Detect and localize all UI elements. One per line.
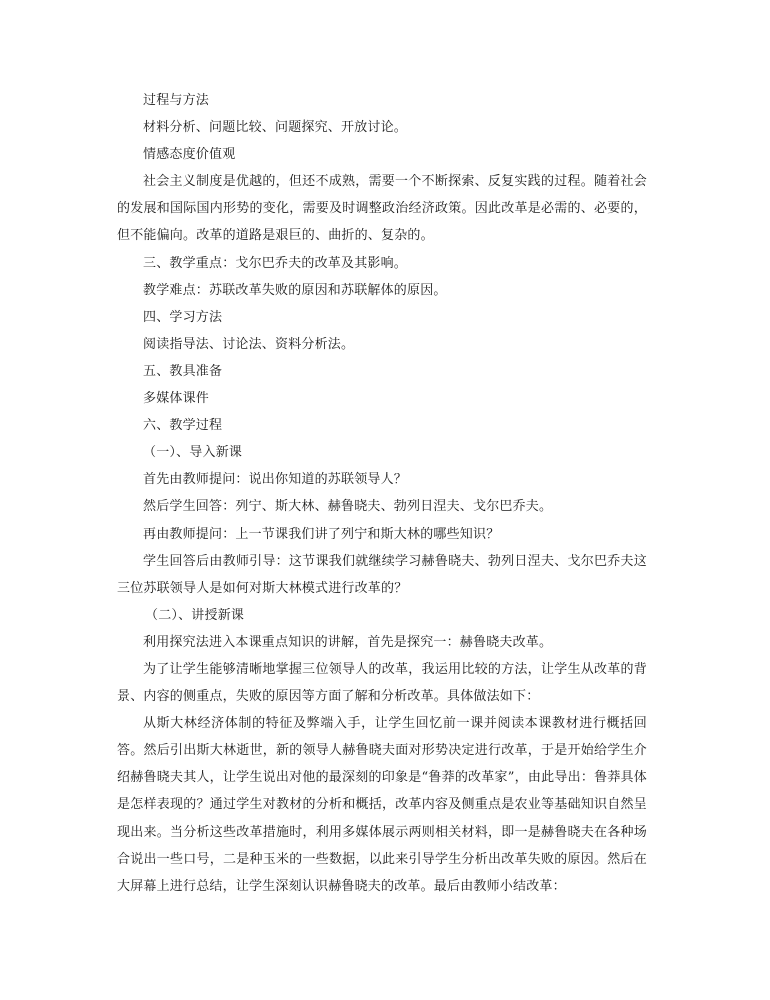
paragraph-student-answer-1: 然后学生回答：列宁、斯大林、赫鲁晓夫、勃列日涅夫、戈尔巴乔夫。	[143, 499, 553, 515]
section-heading-process-methods: 过程与方法	[143, 93, 210, 108]
section-heading-teaching-aids: 五、教具准备	[143, 363, 223, 379]
subheading-new-lesson: （二）、讲授新课	[145, 607, 245, 623]
paragraph-teacher-question-2: 再由教师提问：上一节课我们讲了列宁和斯大林的哪些知识？	[143, 526, 500, 542]
section-heading-teaching-process: 六、教学过程	[143, 418, 223, 434]
paragraph-learning-methods: 阅读指导法、讨论法、资料分析法。	[143, 336, 355, 352]
section-heading-learning-methods: 四、学习方法	[143, 309, 223, 325]
paragraph-comparison-method: 为了让学生能够清晰地掌握三位领导人的改革，我运用比较的方法，让学生从改革的背景、内容的侧重点，失败的原因等方面了解和分析改革。具体做法如下：	[117, 661, 647, 705]
paragraph-socialism-reform: 社会主义制度是优越的，但还不成熟，需要一个不断探索、反复实践的过程。随着社会的发展和国际国内形势的变化，需要及时调整政治经济政策。因此改革是必需的、必要的，但不能偏向。改革的道路是艰巨的、曲折的、复杂的。	[117, 174, 647, 244]
section-heading-attitudes-values: 情感态度价值观	[143, 147, 236, 163]
paragraph-inquiry-one: 利用探究法进入本课重点知识的讲解，首先是探究一：赫鲁晓夫改革。	[143, 634, 553, 650]
paragraph-multimedia: 多媒体课件	[143, 391, 210, 407]
document-body	[117, 87, 647, 900]
section-heading-key-points: 三、教学重点：戈尔巴乔夫的改革及其影响。	[143, 255, 408, 271]
paragraph-methods-list: 材料分析、问题比较、问题探究、开放讨论。	[143, 120, 408, 136]
subheading-introduction: （一）、导入新课	[143, 445, 243, 461]
paragraph-khrushchev-reform: 从斯大林经济体制的特征及弊端入手，让学生回忆前一课并阅读本课教材进行概括回答。然后引出斯大林逝世，新的领导人赫鲁晓夫面对形势决定进行改革，于是开始给学生介绍赫鲁晓夫其人，让学生说出对他的最深刻的印象是“鲁莽的改革家”，由此导出：鲁莽具体是怎样表现的？通过学生对教材的分析和概括，改革内容及侧重点是农业等基础知识自然呈现出来。当分析这些改革措施时，利用多媒体展示两则相关材料，即一是赫鲁晓夫在各种场合说出一些口号，二是种玉米的一些数据，以此来引导学生分析出改革失败的原因。然后在大屏幕上进行总结，让学生深刻认识赫鲁晓夫的改革。最后由教师小结改革：	[117, 716, 647, 894]
paragraph-difficult-points: 教学难点：苏联改革失败的原因和苏联解体的原因。	[143, 282, 447, 298]
paragraph-teacher-question-1: 首先由教师提问：说出你知道的苏联领导人？	[143, 472, 408, 488]
paragraph-teacher-guidance: 学生回答后由教师引导：这节课我们就继续学习赫鲁晓夫、勃列日涅夫、戈尔巴乔夫这三位苏联领导人是如何对斯大林模式进行改革的？	[117, 553, 647, 596]
